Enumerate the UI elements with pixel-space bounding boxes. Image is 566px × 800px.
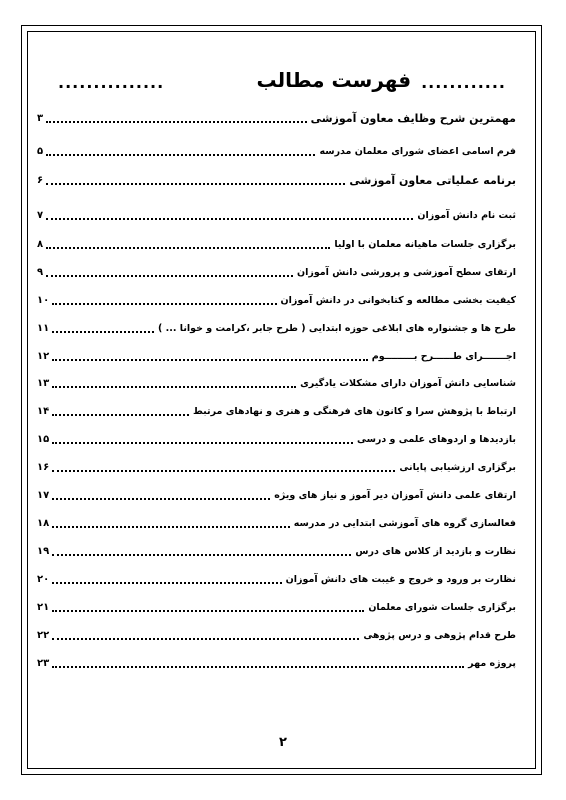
toc-entry-title: بازدیدها و اردوهای علمی و درسی [356,434,516,445]
toc-entry[interactable] [37,205,516,223]
toc-entry-title: فرم اسامی اعضای شورای معلمان مدرسه [319,146,516,157]
toc-entry-page: ۲۳ [37,658,50,669]
toc-entry-page: ۷ [37,210,44,221]
toc-dot-leader [52,666,464,668]
toc-entry-title: نظارت و بازدید از کلاس های درس [355,546,516,557]
toc-dot-leader [46,183,345,185]
toc-entry-page: ۲۱ [37,602,50,613]
toc-entry[interactable] [37,513,516,531]
page-number: ۲ [279,735,287,750]
toc-entry-page: ۲۰ [37,574,50,585]
toc-dot-leader [52,386,296,388]
toc-entry-page: ۱۳ [37,378,50,389]
toc-entry[interactable] [37,625,516,643]
toc-entry[interactable] [37,170,516,188]
toc-entry-page: ۱۴ [37,406,50,417]
toc-entry-title: اجـــــــرای طــــــرح بـــــــــوم [371,351,516,362]
title-leader-left: ............... [58,73,165,92]
toc-entry-page: ۱۰ [37,295,50,306]
toc-entry-page: ۸ [37,239,44,250]
toc-entry-page: ۳ [37,113,44,124]
toc-entry-page: ۱۹ [37,546,50,557]
toc-entry-title: ثبت نام دانش آموزان [417,210,516,221]
toc-dot-leader [52,526,290,528]
toc-entry-title: برگزاری ارزشیابی پایانی [399,462,516,473]
toc-entry-title: کیفیت بخشی مطالعه و کتابخوانی در دانش آموزان [280,295,516,306]
toc-dot-leader [52,303,276,305]
toc-entry-title: نظارت بر ورود و خروج و غیبت های دانش آموزان [285,574,516,585]
toc-entry-title: شناسایی دانش آموزان دارای مشکلات یادگیری [300,378,516,389]
toc-entry[interactable] [37,541,516,559]
toc-dot-leader [46,154,315,156]
toc-dot-leader [46,121,306,123]
toc-entry-page: ۹ [37,267,44,278]
toc-dot-leader [46,275,293,277]
toc-dot-leader [52,498,270,500]
toc-entry-page: ۵ [37,146,44,157]
toc-entry[interactable] [37,318,516,336]
toc-entry-title: برنامه عملیاتی معاون آموزشی [349,174,516,187]
toc-entry-page: ۶ [37,175,44,186]
toc-entry-page: ۲۲ [37,630,50,641]
toc-entry-title: برگزاری جلسات شورای معلمان [368,602,516,613]
toc-entry-title: ارتقای سطح آموزشی و پرورشی دانش آموزان [297,267,516,278]
toc-entry[interactable] [37,290,516,308]
toc-entry-title: مهمترین شرح وظایف معاون آموزشی [310,112,516,125]
toc-dot-leader [46,218,413,220]
toc-entry[interactable] [37,346,516,364]
toc-dot-leader [46,247,330,249]
toc-entry-title: برگزاری جلسات ماهیانه معلمان با اولیا [334,239,516,250]
toc-dot-leader [52,638,359,640]
toc-entry-title: ارتباط با پژوهش سرا و کانون های فرهنگی و هنری و نهادهای مرتبط [193,406,516,417]
toc-entry-page: ۱۸ [37,518,50,529]
toc-entry-page: ۱۱ [37,323,50,334]
toc-entry-page: ۱۷ [37,490,50,501]
toc-title-row [58,60,506,92]
toc-entry-title: پروژه مهر [468,658,516,669]
toc-title: فهرست مطالب [256,68,412,92]
toc-dot-leader [52,554,351,556]
toc-dot-leader [52,359,368,361]
toc-dot-leader [52,414,189,416]
toc-entry[interactable] [37,457,516,475]
toc-entry[interactable] [37,569,516,587]
toc-entry-title: طرح ها و جشنواره های ابلاغی حوزه ابتدایی ( طرح جابر ،کرامت و خوانا ... ) [158,323,516,334]
toc-entry-title: طرح قدام پژوهی و درس پژوهی [363,630,516,641]
toc-entry[interactable] [37,108,516,126]
toc-entry-title: ارتقای علمی دانش آموزان دیر آموز و نیاز های ویژه [274,490,516,501]
toc-entry[interactable] [37,141,516,159]
toc-entry[interactable] [37,485,516,503]
toc-dot-leader [52,470,395,472]
toc-dot-leader [52,610,364,612]
toc-entry[interactable] [37,653,516,671]
toc-entry[interactable] [37,234,516,252]
title-leader-right: ............ [421,73,506,92]
toc-entry-page: ۱۲ [37,351,50,362]
toc-entry[interactable] [37,373,516,391]
toc-entry-title: فعالسازی گروه های آموزشی ابتدایی در مدرسه [293,518,516,529]
toc-dot-leader [52,331,154,333]
toc-entry-page: ۱۵ [37,434,50,445]
toc-entry[interactable] [37,262,516,280]
toc-dot-leader [52,582,281,584]
toc-entry-page: ۱۶ [37,462,50,473]
toc-entry[interactable] [37,597,516,615]
toc-entry[interactable] [37,401,516,419]
toc-entry[interactable] [37,429,516,447]
toc-dot-leader [52,442,353,444]
